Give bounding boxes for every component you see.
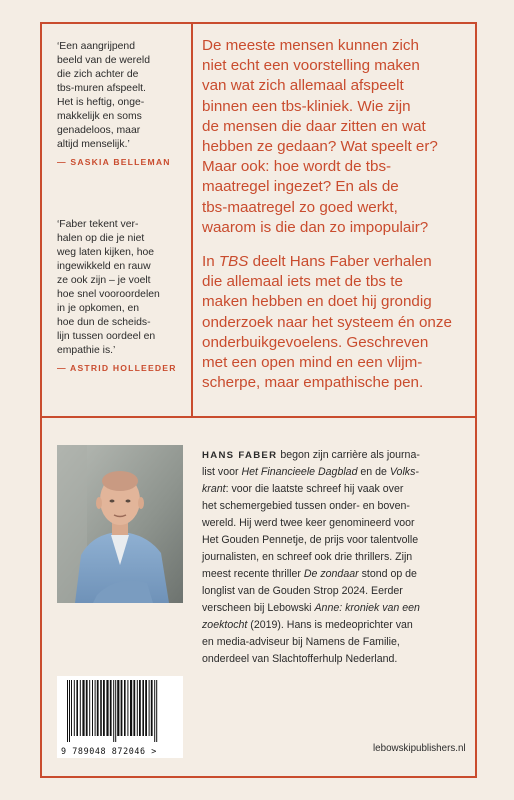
bio-line <box>202 566 474 583</box>
barcode-bar <box>82 680 84 736</box>
barcode-bar <box>103 680 105 736</box>
bio-line <box>202 617 474 634</box>
barcode-bar <box>71 680 72 736</box>
bio-line: en media-adviseur bij Namens de Familie, <box>202 636 400 648</box>
book-title: Anne: kroniek van een <box>314 602 420 614</box>
bio-line <box>202 600 474 617</box>
barcode-bar <box>124 680 126 736</box>
barcode-bar <box>69 680 70 742</box>
section-divider <box>40 416 477 418</box>
bio-text: stond op de <box>358 568 417 580</box>
quote-line: die zich achter de <box>57 69 139 80</box>
quote-line: beeld van de wereld <box>57 55 151 66</box>
blurb-line: niet echt een voorstelling maken <box>202 57 420 75</box>
quote-line: hoe dun de scheids- <box>57 317 151 328</box>
barcode-bar <box>67 680 68 742</box>
column-divider <box>191 22 193 418</box>
quote-line: in je opkomen, en <box>57 303 140 314</box>
barcode-bar <box>139 680 141 736</box>
publication-title: krant <box>202 483 226 495</box>
quote-line: ‘Een aangrijpend <box>57 41 135 52</box>
blurb-line: die allemaal iets met de tbs te <box>202 273 403 291</box>
bio-line: Het Gouden Pennetje, de prijs voor talentvolle <box>202 534 419 546</box>
barcode-bar <box>89 680 90 736</box>
quote-line: weg laten kijken, hoe <box>57 247 155 258</box>
bottom-rule <box>40 776 477 778</box>
bio-text: : voor die laatste schreef hij vaak over <box>225 483 404 495</box>
barcode-bars <box>57 678 183 748</box>
quote-line: halen op die je niet <box>57 233 145 244</box>
blurb-line <box>202 252 472 272</box>
quote-line: Het is heftig, onge- <box>57 97 145 108</box>
quote-line: genadeloos, maar <box>57 125 141 136</box>
barcode-bar <box>92 680 93 736</box>
publication-title: Volks- <box>389 466 419 478</box>
blurb-line: binnen een tbs-kliniek. Wie zijn <box>202 97 411 115</box>
publication-title: Het Financieele Dagblad <box>241 466 358 478</box>
blurb-line: onderbuikgevoelens. Geschreven <box>202 333 429 351</box>
quote-line: makkelijk en soms <box>57 111 142 122</box>
barcode-bar <box>127 680 128 736</box>
barcode-bar <box>154 680 155 742</box>
bio-line: journalisten, en schreef ook drie thrillers. Zijn <box>202 551 413 563</box>
quote-line: tbs-muren afspeelt. <box>57 83 146 94</box>
quote-line: ‘Faber tekent ver- <box>57 219 139 230</box>
bio-text: (2019). Hans is medeoprichter van <box>247 619 413 631</box>
barcode-bar <box>86 680 88 736</box>
barcode-bar <box>117 680 119 736</box>
author-bio <box>202 447 474 668</box>
bio-text: begon zijn carrière als journa- <box>277 449 420 461</box>
barcode-bar <box>156 680 157 742</box>
bio-text: verscheen bij Lebowski <box>202 602 315 614</box>
bio-line: wereld. Hij werd twee keer genomineerd voor <box>202 517 415 529</box>
quote-line: ingewikkeld en rauw <box>57 261 151 272</box>
quote-line: empathie is.’ <box>57 345 116 356</box>
bio-line <box>202 481 474 498</box>
blurb-text: deelt Hans Faber verhalen <box>248 253 432 270</box>
blurb-line: waarom is die dan zo impopulair? <box>202 218 429 236</box>
book-title: TBS <box>218 253 249 270</box>
bio-line: het schemergebied tussen onder- en boven- <box>202 500 410 512</box>
right-rule <box>475 22 477 778</box>
isbn-number: 9 789048 872046 > <box>61 746 157 756</box>
quote-belleman <box>57 40 187 169</box>
publisher-website[interactable]: lebowskipublishers.nl <box>373 743 466 754</box>
barcode-bar <box>100 680 102 736</box>
blurb-line: de mensen die daar zitten en wat <box>202 117 426 135</box>
bio-text: en de <box>357 466 390 478</box>
blurb-paragraph-2 <box>202 252 472 393</box>
barcode-bar <box>74 680 75 736</box>
book-title: zoektocht <box>202 619 248 631</box>
barcode-bar <box>97 680 99 736</box>
barcode-bar <box>113 680 114 742</box>
barcode-bar <box>151 680 153 736</box>
quote-author: — ASTRID HOLLEEDER <box>57 363 177 373</box>
author-photo <box>57 445 183 603</box>
book-title: De zondaar <box>303 568 359 580</box>
barcode-bar <box>149 680 150 736</box>
barcode-bar <box>110 680 112 736</box>
blurb-line: onderzoek naar het systeem én onze <box>202 313 452 331</box>
barcode-bar <box>145 680 147 736</box>
quote-line: ze ook zijn – je voelt <box>57 275 151 286</box>
barcode-bar <box>133 680 135 736</box>
barcode-bar <box>80 680 81 736</box>
blurb-line: maken hebben en doet hij grondig <box>202 293 432 311</box>
isbn-barcode <box>57 676 183 758</box>
quote-holleeder <box>57 218 187 375</box>
blurb-line: maatregel ingezet? En als de <box>202 178 399 196</box>
barcode-bar <box>106 680 108 736</box>
author-name: HANS FABER <box>202 450 278 461</box>
barcode-bar <box>76 680 78 736</box>
quote-line: lijn tussen oordeel en <box>57 331 156 342</box>
blurb-line: van wat zich allemaal afspeelt <box>202 77 404 95</box>
bio-line: onderdeel van Slachtofferhulp Nederland. <box>202 653 398 665</box>
bio-line <box>202 464 474 481</box>
barcode-bar <box>121 680 123 736</box>
blurb-text: In <box>202 253 219 270</box>
barcode-bar <box>130 680 132 736</box>
blurb-line: De meeste mensen kunnen zich <box>202 37 419 54</box>
barcode-bar <box>95 680 96 736</box>
blurb-line: hebben ze gedaan? Wat speelt er? <box>202 138 438 156</box>
top-rule <box>40 22 477 24</box>
bio-text: meest recente thriller <box>202 568 304 580</box>
blurb-paragraph-1 <box>202 36 472 238</box>
quote-line: hoe snel vooroordelen <box>57 289 160 300</box>
quote-line: altijd menselijk.’ <box>57 139 130 150</box>
blurb-line: tbs-maatregel zo goed werkt, <box>202 198 398 216</box>
barcode-bar <box>142 680 144 736</box>
bio-line: longlist van de Gouden Strop 2024. Eerder <box>202 585 403 597</box>
quote-author: — SASKIA BELLEMAN <box>57 157 171 167</box>
blurb-line: Maar ook: hoe wordt de tbs- <box>202 158 392 176</box>
barcode-bar <box>137 680 138 736</box>
bio-line <box>202 447 474 464</box>
barcode-bar <box>115 680 116 742</box>
blurb-line: scherpe, maar empathische pen. <box>202 374 424 392</box>
blurb-line: met een open mind en een vlijm- <box>202 354 423 372</box>
left-rule <box>40 22 42 778</box>
bio-text: list voor <box>202 466 242 478</box>
